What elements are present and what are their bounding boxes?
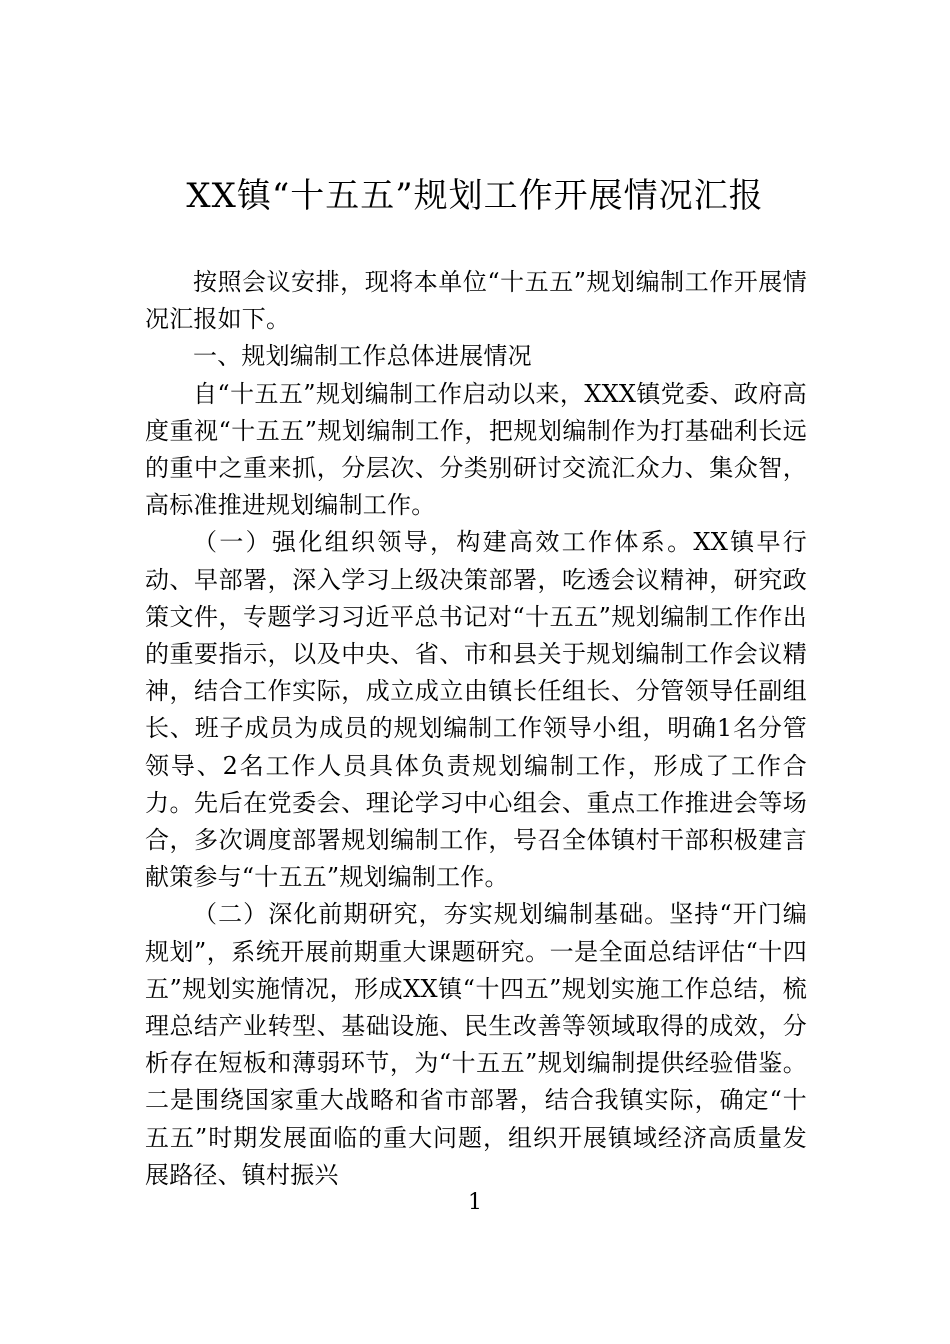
research-paragraph: （二）深化前期研究，夯实规划编制基础。坚持“开门编规划”，系统开展前期重大课题研究。一是全面总结评估“十四五”规划实施情况，形成XX镇“十四五”规划实施工作总结，梳理总结产业转型、基础设施、民生改善等领域取得的成效，分析存在短板和薄弱环节，为“十五五”规划编制提供经验借鉴。二是围绕国家重大战略和省市部署，结合我镇实际，确定“十五五”时期发展面临的重大问题，组织开展镇域经济高质量发展路径、镇村振兴: [145, 900, 807, 1189]
intro-paragraph: 按照会议安排，现将本单位“十五五”规划编制工作开展情况汇报如下。: [145, 268, 807, 334]
overview-paragraph: 自“十五五”规划编制工作启动以来，XXX镇党委、政府高度重视“十五五”规划编制工作，把规划编制作为打基础利长远的重中之重来抓，分层次、分类别研讨交流汇众力、集众智，高标准推进规划编制工作。: [145, 379, 807, 520]
section-heading: 一、规划编制工作总体进展情况: [193, 342, 532, 371]
organization-paragraph: （一）强化组织领导，构建高效工作体系。XX镇早行动、早部署，深入学习上级决策部署，吃透会议精神，研究政策文件，专题学习习近平总书记对“十五五”规划编制工作作出的重要指示，以及中央、省、市和县关于规划编制工作会议精神，结合工作实际，成立成立由镇长任组长、分管领导任副组长、班子成员为成员的规划编制工作领导小组，明确1名分管领导、2名工作人员具体负责规划编制工作，形成了工作合力。先后在党委会、理论学习中心组会、重点工作推进会等场合，多次调度部署规划编制工作，号召全体镇村干部积极建言献策参与“十五五”规划编制工作。: [145, 528, 807, 892]
page-number: 1: [468, 1190, 482, 1215]
document-title: XX镇“十五五”规划工作开展情况汇报: [186, 176, 764, 216]
document-body: [145, 264, 807, 1194]
